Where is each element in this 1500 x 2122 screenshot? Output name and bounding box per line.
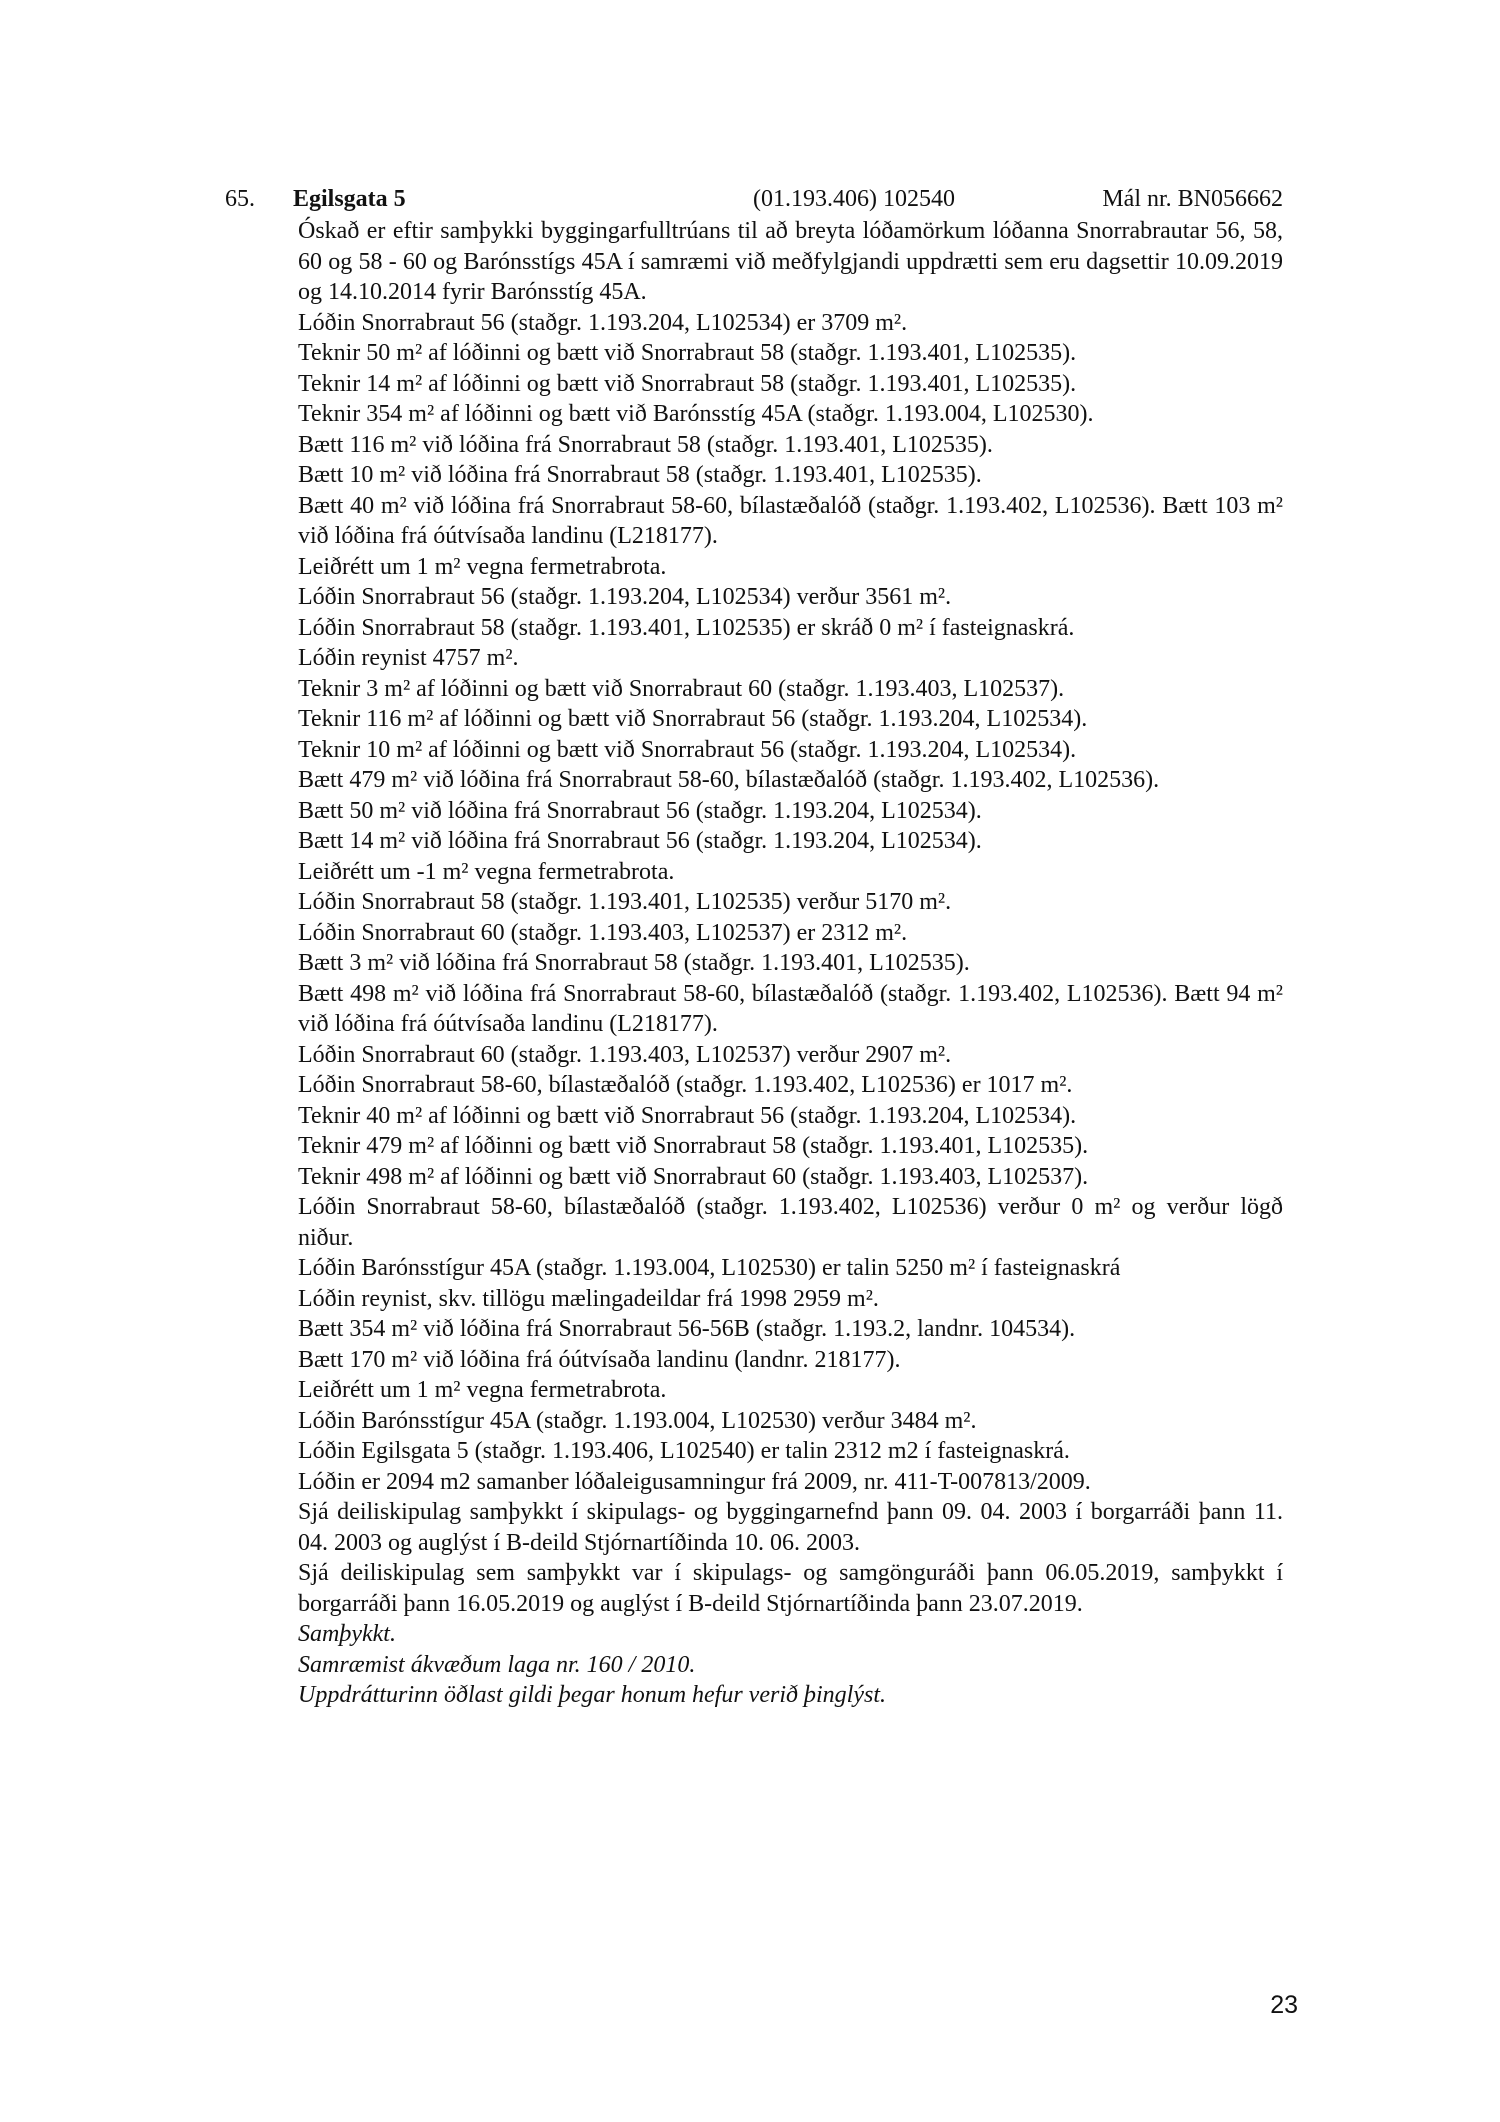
paragraph: Lóðin er 2094 m2 samanber lóðaleigusamningur frá 2009, nr. 411-T-007813/2009. [298,1468,1091,1495]
paragraph: Leiðrétt um 1 m² vegna fermetrabrota. [298,1377,667,1403]
paragraph: Lóðin Snorrabraut 58-60, bílastæðalóð (staðgr. 1.193.402, L102536) er 1017 m². [298,1072,1073,1098]
item-header [225,182,1283,216]
paragraph: Teknir 14 m² af lóðinni og bætt við Snorrabraut 58 (staðgr. 1.193.401, L102535). [298,370,1077,397]
paragraph: Lóðin Barónsstígur 45A (staðgr. 1.193.004, L102530) verður 3484 m². [298,1407,977,1434]
paragraph: Leiðrétt um -1 m² vegna fermetrabrota. [298,858,675,885]
paragraph: Teknir 40 m² af lóðinni og bætt við Snorrabraut 56 (staðgr. 1.193.204, L102534). [298,1102,1077,1129]
decision-registration-note: Uppdrátturinn öðlast gildi þegar honum hefur verið þinglýst. [298,1682,886,1708]
paragraph: Teknir 50 m² af lóðinni og bætt við Snorrabraut 58 (staðgr. 1.193.401, L102535). [298,340,1077,366]
paragraph: Lóðin Snorrabraut 56 (staðgr. 1.193.204, L102534) verður 3561 m². [298,584,952,610]
paragraph: Bætt 3 m² við lóðina frá Snorrabraut 58 (staðgr. 1.193.401, L102535). [298,950,970,976]
paragraph: Teknir 498 m² af lóðinni og bætt við Snorrabraut 60 (staðgr. 1.193.403, L102537). [298,1163,1089,1190]
page-number: 23 [1270,1991,1298,2019]
paragraph: Lóðin Snorrabraut 56 (staðgr. 1.193.204, L102534) er 3709 m². [298,309,908,336]
paragraph: Sjá deiliskipulag sem samþykkt var í skipulags- og samgönguráði þann 06.05.2019, samþykkt í borgarráði þann 16.05.2019 og auglýst í B-deild Stjórnartíðinda þann 23.07.2019. [298,1560,1283,1617]
paragraph: Teknir 479 m² af lóðinni og bætt við Snorrabraut 58 (staðgr. 1.193.401, L102535). [298,1133,1089,1159]
paragraph: Bætt 354 m² við lóðina frá Snorrabraut 56-56B (staðgr. 1.193.2, landnr. 104534). [298,1316,1076,1342]
paragraph: Lóðin Barónsstígur 45A (staðgr. 1.193.004, L102530) er talin 5250 m² í fasteignaskrá [298,1255,1121,1281]
paragraph: Lóðin Snorrabraut 58 (staðgr. 1.193.401, L102535) er skráð 0 m² í fasteignaskrá. [298,614,1075,641]
paragraph: Teknir 3 m² af lóðinni og bætt við Snorrabraut 60 (staðgr. 1.193.403, L102537). [298,675,1065,702]
paragraph: Bætt 10 m² við lóðina frá Snorrabraut 58 (staðgr. 1.193.401, L102535). [298,462,982,488]
paragraph: Lóðin Egilsgata 5 (staðgr. 1.193.406, L102540) er talin 2312 m2 í fasteignaskrá. [298,1438,1070,1464]
paragraph: Lóðin Snorrabraut 60 (staðgr. 1.193.403, L102537) er 2312 m². [298,919,908,946]
item-number: 65. [225,186,255,212]
decision-law-reference: Samræmist ákvæðum laga nr. 160 / 2010. [298,1651,696,1678]
paragraph: Lóðin Snorrabraut 60 (staðgr. 1.193.403, L102537) verður 2907 m². [298,1041,952,1068]
paragraph: Teknir 116 m² af lóðinni og bætt við Snorrabraut 56 (staðgr. 1.193.204, L102534). [298,706,1088,732]
paragraph: Bætt 14 m² við lóðina frá Snorrabraut 56 (staðgr. 1.193.204, L102534). [298,828,982,854]
paragraph: Lóðin Snorrabraut 58 (staðgr. 1.193.401, L102535) verður 5170 m². [298,889,952,915]
paragraph: Bætt 40 m² við lóðina frá Snorrabraut 58-60, bílastæðalóð (staðgr. 1.193.402, L102536). Bætt 103 m² við lóðina frá óútvísaða landinu (L218177). [298,492,1283,549]
paragraph: Bætt 50 m² við lóðina frá Snorrabraut 56 (staðgr. 1.193.204, L102534). [298,797,982,824]
paragraph: Teknir 10 m² af lóðinni og bætt við Snorrabraut 56 (staðgr. 1.193.204, L102534). [298,736,1077,763]
decision-approved: Samþykkt. [298,1621,396,1647]
paragraph: Bætt 170 m² við lóðina frá óútvísaða landinu (landnr. 218177). [298,1346,901,1373]
item-reference: (01.193.406) 102540 [753,186,955,212]
paragraph: Lóðin reynist, skv. tillögu mælingadeildar frá 1998 2959 m². [298,1285,879,1312]
item-body [298,216,1283,1711]
paragraph: Bætt 116 m² við lóðina frá Snorrabraut 58 (staðgr. 1.193.401, L102535). [298,431,993,458]
paragraph: Lóðin Snorrabraut 58-60, bílastæðalóð (staðgr. 1.193.402, L102536) verður 0 m² og verður lögð niður. [298,1194,1283,1251]
paragraph: Leiðrétt um 1 m² vegna fermetrabrota. [298,553,667,580]
paragraph: Bætt 498 m² við lóðina frá Snorrabraut 58-60, bílastæðalóð (staðgr. 1.193.402, L102536). Bætt 94 m² við lóðina frá óútvísaða landinu (L218177). [298,980,1283,1037]
paragraph: Óskað er eftir samþykki byggingarfulltrúans til að breyta lóðamörkum lóðanna Snorrabrautar 56, 58, 60 og 58 - 60 og Barónsstígs 45A í samræmi við meðfylgjandi uppdrætti sem eru dagsettir 10.09.2019 og 14.10.2014 fyrir Barónsstíg 45A. [298,218,1283,305]
item-case-number: Mál nr. BN056662 [1102,186,1283,212]
item-title: Egilsgata 5 [293,186,406,212]
paragraph: Lóðin reynist 4757 m². [298,645,519,671]
paragraph: Sjá deiliskipulag samþykkt í skipulags- og byggingarnefnd þann 09. 04. 2003 í borgarráði þann 11. 04. 2003 og auglýst í B-deild Stjórnartíðinda 10. 06. 2003. [298,1499,1283,1556]
paragraph: Teknir 354 m² af lóðinni og bætt við Barónsstíg 45A (staðgr. 1.193.004, L102530). [298,401,1094,427]
paragraph: Bætt 479 m² við lóðina frá Snorrabraut 58-60, bílastæðalóð (staðgr. 1.193.402, L102536). [298,767,1160,793]
